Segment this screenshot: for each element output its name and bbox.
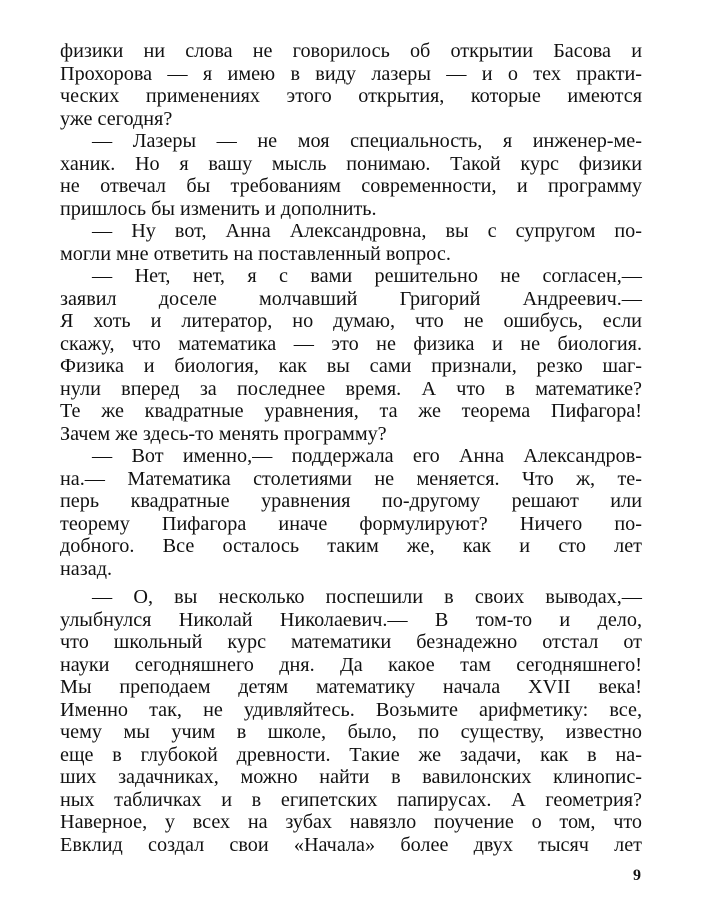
page-number: 9 [633,867,641,884]
text-line: науки сегодняшнего дня. Да какое там сегодняшнего! [60,653,642,676]
text-line: ханик. Но я вашу мысль понимаю. Такой курс физики [60,152,642,175]
text-line: перь квадратные уравнения по-другому решают или [60,490,642,512]
text-line: могли мне ответить на поставленный вопрос. [60,242,451,265]
text-line: — О, вы несколько поспешили в своих выводах,— [92,586,642,608]
text-line: — Вот именно,— поддержала его Анна Александров- [92,445,642,467]
text-line: не отвечал бы требованиям современности, и программу [60,175,642,197]
text-line: Те же квадратные уравнения, та же теорема Пифагора! [60,400,642,422]
text-line: — Нет, нет, я с вами решительно не согласен,— [92,265,642,287]
text-line: улыбнулся Николай Николаевич.— В том-то и дело, [60,608,642,631]
text-line: Физика и биология, как вы сами признали, резко шаг- [60,355,642,377]
text-line: что школьный курс математики безнадежно отстал от [60,631,642,653]
text-line: скажу, что математика — это не физика и не биология. [60,332,642,355]
text-line: теорему Пифагора иначе формулируют? Ничего по- [60,512,642,535]
text-line: нули вперед за последнее время. А что в математике? [60,377,642,400]
text-line: назад. [60,557,113,580]
text-line: добного. Все осталось таким же, как и сто лет [60,535,642,557]
text-line: ших задачниках, можно найти в вавилонских клинопис- [60,766,642,788]
text-line: ческих применениях этого открытия, которые имеются [60,85,642,107]
text-line: на.— Математика столетиями не меняется. Что ж, те- [60,467,642,490]
text-line: Прохорова — я имею в виду лазеры — и о тех практи- [60,62,642,85]
page-text-block [60,40,642,856]
text-line: Наверное, у всех на зубах навязло поучение о том, что [60,811,642,833]
text-line: ных табличках и в египетских папирусах. А геометрия? [60,788,642,811]
text-line: Именно так, не удивляйтесь. Возьмите арифметику: все, [60,698,642,721]
text-line: еще в глубокой древности. Такие же задачи, как в на- [60,743,642,766]
text-line: пришлось бы изменить и дополнить. [60,197,377,220]
text-line: заявил доселе молчавший Григорий Андреевич.— [60,287,642,310]
text-line: Евклид создал свои «Начала» более двух тысяч лет [60,833,642,856]
text-line: — Ну вот, Анна Александровна, вы с супругом по- [92,220,642,242]
text-line: Мы преподаем детям математику начала XVII века! [60,676,642,698]
text-line: чему мы учим в школе, было, по существу, известно [60,721,642,743]
text-line: Зачем же здесь-то менять программу? [60,422,387,445]
text-line: уже сегодня? [60,107,173,130]
text-line: Я хоть и литератор, но думаю, что не ошибусь, если [60,310,642,332]
text-line: — Лазеры — не моя специальность, я инженер-ме- [92,130,642,152]
text-line: физики ни слова не говорилось об открытии Басова и [60,40,642,62]
